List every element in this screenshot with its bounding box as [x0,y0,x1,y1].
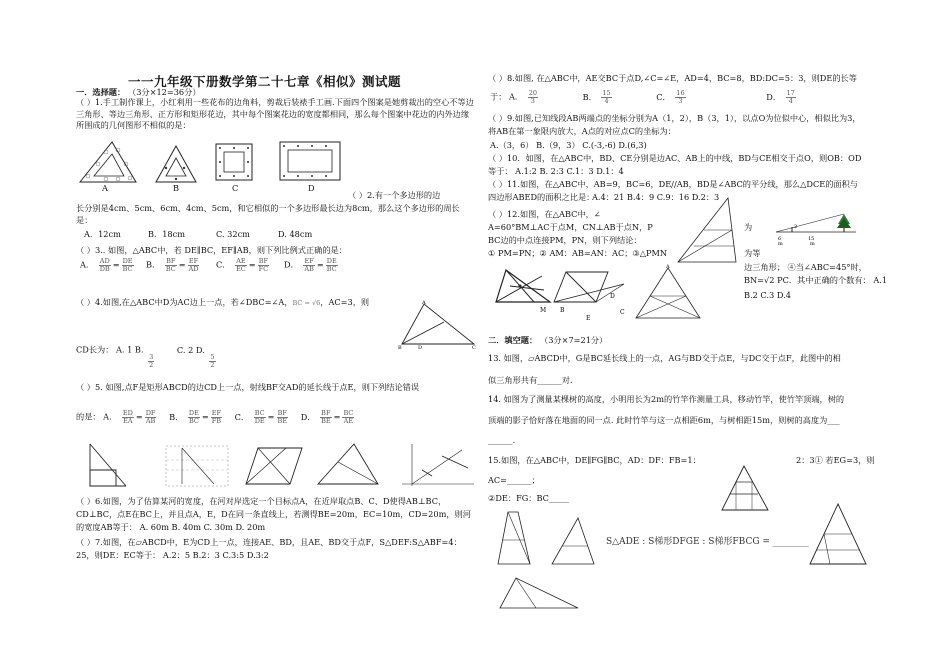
q5-text: （ ）5. 如图,点F是矩形ABCD的边CD上一点，射线BF交AD的延长线于点E，则下列结论错误 [76,382,420,392]
q5-d-n1: BF [321,409,331,417]
q10-text: （ ）10．如图，在△ABC中，BD、CE分别是边AC、AB上的中线，BD与CE相交于点O，则OB：OD等于： A.1:2 B. 2:3 C.1：3 D.1：4 [488,153,862,176]
q6-text: （ ）6.如图，为了估算某河的宽度，在河对岸选定一个目标点A，在近岸取点B、C、D使得AB⊥BC，CD⊥BC，点E在BC上，并且点A，E，D在同一条直线上，若测得BE=20m，EC=10m，CD=20m，则河的宽度AB等于： A. 60m B. 40m C. 30m D. 20m [76,496,471,532]
q8-c-label: C． [656,91,671,102]
q5-b-d1: BC [188,417,199,425]
q14-line1: 14. 如图为了测量某棵树的高度，小明用长为2m的竹竿作测量工具，移动竹竿，使竹竿顶端，树的 [488,394,845,404]
q5-d-frac2 [342,410,354,425]
q5-d-n2: BC [343,409,354,417]
q5-options: 的是： A． $\frac{ED}{EA}$ = $\frac{DF}{AB}$ B． $\frac{DE}{BC}$ = $\frac{EF}{FB}$ C． $\frac{BC}{DE}$ = $\frac{BF}{BE}$ D． $\frac{BF}{BE}$ = $\frac{BC}{AE}$ [76,409,354,425]
q8-b-label: B． [582,91,597,102]
q1-label-d: D [308,183,315,193]
q8-text: （ ）8.如图, 在△ABC中，AE交BC于点D,∠C=∠E，AD=4，BC=8，BD:DC=5：3，则DE的长等 [488,73,857,83]
q8-d-n: 17 [786,89,795,97]
q5-a-d2: AB [145,417,156,425]
q3-c-d1: EC [236,265,246,273]
q3-a-frac1 [99,258,111,273]
q8-c-frac [675,90,685,105]
q8-d-label: D． [766,91,782,102]
q5-c-n2: BF [277,409,287,417]
q8-lead: 于： A． [490,91,524,102]
q3-a-n2: DE [122,257,133,265]
q5-b-d2: FB [211,417,222,425]
q11-options: A.4：21 B.4：9 C.9：16 D.2：3 [592,192,720,202]
q7-text: （ ）7.如图，在▱ABCD中，E为CD上一点，连接AE、BD，且AE、BD交于点F，S△DEF:S△ABF=4：25，则DE：EC等于： A.2：5 B.2：3 C.3:5 D.3:2 [76,537,462,560]
q12-line3: BC边的中点连接PM，PN，则下列结论： [488,235,642,245]
q1-text: （ ）1.手工制作课上，小红利用一些花布的边角料，剪裁后装裱手工画.下面四个图案是她剪裁出的空心不等边三角形、等边三角形、正方形和矩形花边，其中每个图案花边的宽度都相同，那么每个图案中花边的内外边缘所围成的几何图形不相似的是： [76,97,474,130]
q5-a-frac2 [145,410,157,425]
q4-opt-b-n: 3 [149,353,154,361]
q3-option-d: D． $\frac{EF}{AB}$ = $\frac{DE}{BC}$ [284,257,337,273]
q8-c-d: 3 [678,97,683,105]
q11-figure [674,196,740,266]
q5-d-d2: AE [343,417,354,425]
q12-fig-d: D [610,293,615,300]
q4-tail: ，AC=3，则 [320,297,370,307]
q12-figures [490,262,750,326]
q5-c-label: C． [234,411,250,422]
q15-line3: ②DE：FG：BC_____ [488,493,570,503]
q3-d-label: D． [284,259,299,270]
q3-c-label: C． [216,259,231,270]
q3-c-n2: BF [258,257,269,265]
q14-fig-6: 6 [778,236,782,242]
q12-line1: （ ）12.如图，在△ABC中，∠ [488,209,601,219]
q3-d-frac2 [326,258,338,273]
q4-opt-d-frac [209,354,215,369]
q8-options [490,90,798,105]
q2-part2: 长分别是4cm、5cm、6cm、4cm、5cm，和它相似的一个多边形最长边为8cm，那么这个多边形的周长是： [76,203,460,225]
q5-d-label: D． [300,411,316,422]
q3-text: （ ）3.. 如图，△ABC中，若 DE∥BC，EF∥AB，则下列比例式正确的是： [76,245,347,255]
q12-fig-e: E [586,315,591,322]
q15-area-ratio: S△ADE : S梯形DFGE : S梯形FBCG = ________ [606,537,809,547]
q1-label-c: C [232,183,239,193]
q14-line2: 顶端的影子恰好落在地面的同一点. 此时竹竿与这一点相距6m，与树相距15m，则树的高度为___ [488,415,840,425]
q8-b-n: 15 [602,89,611,97]
q12-tail4: BN=√2 PC．其中正确的个数有： A.1 [744,275,888,285]
section1-note: （3分×12=36分） [128,87,201,97]
q12-tail5: B.2 C.3 D.4 [744,290,791,300]
q2-option-c: C. 32cm [216,229,250,239]
q4-options [76,332,218,369]
q8-b-d: 4 [604,97,609,105]
q8-d-d: 4 [788,97,793,105]
q8-a-frac [528,90,538,105]
q4-opt-b-frac [148,354,154,369]
q3-c-n1: AE [236,257,246,265]
q3-d-frac1 [303,258,314,273]
q5-a-d1: EA [123,417,133,425]
q12-line2: A=60°BM⊥AC于点M，CN⊥AB于点N，P [488,222,653,232]
q3-c-d2: FC [258,265,269,273]
q12-fig-b: B [560,307,565,314]
q12-tail1: 为 [744,222,753,232]
q2-option-a: A．12cm [84,229,121,239]
q13-line1: 13. 如图，▱ABCD中，G是BC延长线上的一点，AG与BD交于点E，与DC交于点F，此图中的相 [488,353,841,363]
q4-opt-b-d: 2 [149,361,154,369]
q12-fig-c: C [620,309,625,316]
q3-a-frac2 [122,258,134,273]
q12-fig-m: M [540,307,547,314]
q1-label-a: A [102,183,108,193]
q3-option-a: A． $\frac{AD}{DB}$ = $\frac{DE}{BC}$ [80,257,133,273]
q13-line2: 似三角形共有______对. [488,375,573,385]
q3-a-n1: AD [99,257,110,265]
q5-a-frac1 [122,410,134,425]
q3-option-b: B． $\frac{BF}{BC}$ = $\frac{EF}{AD}$ [146,257,199,273]
q3-a-d2: BC [122,265,133,273]
q3-b-label: B． [146,259,161,270]
q8-d-frac [786,90,796,105]
q14-line3: ______. [488,435,516,445]
q14-figure [774,208,864,246]
q9-text: （ ）9.如图,已知线段AB两端点的坐标分别为A（1，2），B（3，1），以点O为位似中心，相似比为3，将AB在第一象限内放大，A点的对应点C的坐标为： [488,113,861,136]
q11-text: （ ）11.如图，在△ABC中，AB=9，BC=6，DE//AB，BD是∠ABC的平分线，那么△DCE的面积与四边形ABED的面积之比是： [488,179,858,202]
q3-d-d1: AB [304,265,314,273]
q2-option-b: B．18cm [148,229,185,239]
q4-opt-c: C. 2 D. [176,344,205,355]
q3-a-label: A． [80,259,95,270]
q14-fig-15: 15 [808,236,815,242]
section2-heading-text: 二．填空题： [488,335,538,345]
q5-b-label: B． [169,411,184,422]
section2-heading [488,334,607,347]
q4-figure [398,298,478,350]
q4-text-main: （ ）4.如图,在△ABC中D为AC边上一点，若∠DBC=∠A， [76,297,293,307]
q8-a-d: 3 [530,97,535,105]
q2-option-d: D. 48cm [278,229,313,239]
q5-a-n1: ED [122,409,133,417]
q5-d-d1: BE [321,417,331,425]
q4-opt-d-d: 2 [210,361,215,369]
q3-b-d1: BC [165,265,176,273]
q12-tail3: 边三角形； ④当∠ABC=45°时， [744,262,867,272]
q12-tail2: 为等 [744,248,761,258]
q2-part1: （ ）2.有一个多边形的边 [348,190,441,200]
q3-d-d2: BC [326,265,337,273]
q5-c-frac2 [277,410,289,425]
q5-d-frac1 [320,410,332,425]
q3-b-frac2 [188,258,200,273]
q1-label-b: B [173,183,180,193]
q3-option-c: C． $\frac{AE}{EC}$ = $\frac{BF}{FC}$ [216,257,269,273]
q4-fig-label-c: C [472,345,476,350]
q5-b-frac2 [211,410,222,425]
q8-c-n: 16 [676,89,685,97]
q15-line2: AC=______； [488,475,540,485]
q3-a-d1: DB [99,265,110,273]
q15-line1: 15.如图，在△ABC中，DE∥FG∥BC，AD：DF：FB=1： [488,455,701,465]
q5-c-n1: BC [254,409,265,417]
q4-formula: BC = √6 [292,299,321,307]
q4-opt-d-n: 5 [210,353,215,361]
section2-note: （3分×7=21分） [540,335,608,345]
q3-b-n2: EF [188,257,199,265]
q3-b-frac1 [165,258,177,273]
q5-c-frac1 [254,410,266,425]
bottom-figures [490,500,870,615]
q3-b-n1: BF [166,257,176,265]
q12-fig-a: A [666,264,670,270]
q14-fig-m2: m [810,241,815,246]
q4-fig-label-b: B [398,345,402,350]
q9-options: A.（3，6） B.（9，3） C.(-3,-6) D.(6,3) [490,140,647,150]
q3-c-frac1 [235,258,247,273]
q8-a-n: 20 [528,89,537,97]
q14-fig-m1: m [778,241,783,246]
q5-b-n1: DE [188,409,199,417]
q14-fig-2: 2 [794,224,798,230]
q5-c-d2: BE [277,417,288,425]
q3-d-n1: EF [304,257,314,265]
q4-fig-label-a: A [422,300,426,306]
q4-text [76,296,369,310]
q5-lead: 的是： A． [76,411,118,422]
section1-heading-text: 一．选择题： [76,87,126,97]
q3-c-frac2 [258,258,269,273]
q5-c-d1: DE [254,417,265,425]
q15-tail1: 2：3① 若EG=3，则 [796,455,875,465]
q5-b-n2: EF [211,409,222,417]
q4-line2: CD长为： A. 1 B. [76,344,144,355]
q3-b-d2: AD [188,265,199,273]
q8-b-frac [601,90,611,105]
q3-d-n2: DE [326,257,337,265]
q4-fig-label-d: D [418,345,423,350]
q5-q7-figures [86,440,476,490]
q5-a-n2: DF [145,409,156,417]
page-title: 一一九年级下册数学第二十七章《相似》测试题 [128,74,402,89]
q5-b-frac1 [188,410,200,425]
q1-figures [76,138,376,190]
q12-line4: ① PM=PN；② AM：AB=AN：AC；③△PMN [488,248,668,258]
